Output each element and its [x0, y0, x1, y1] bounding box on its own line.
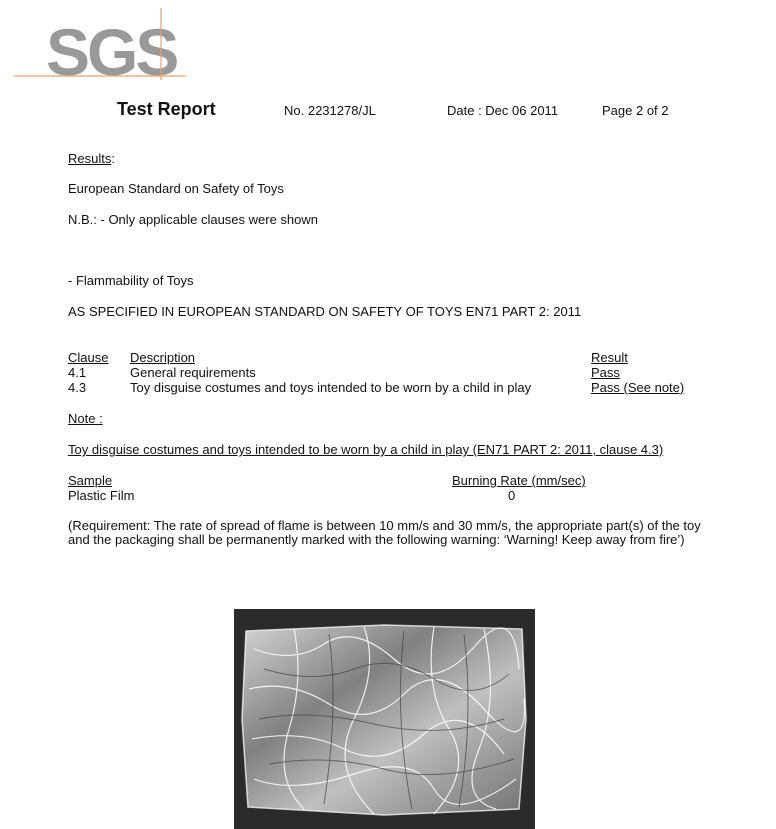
standard-name: European Standard on Safety of Toys: [68, 181, 284, 196]
result-4-3: Pass (See note): [591, 380, 685, 395]
result-4-1: Pass: [591, 365, 620, 380]
sample-header: Sample: [68, 473, 113, 488]
result-header: Result: [591, 350, 628, 365]
section-title: - Flammability of Toys: [68, 273, 194, 288]
plastic-film-photo: [234, 609, 535, 829]
report-date: Date : Dec 06 2011: [447, 103, 559, 118]
note-title: Toy disguise costumes and toys intended to be worn by a child in play (EN71 PART 2: 2011, clause 4.3): [68, 442, 664, 457]
nb-note: N.B.: - Only applicable clauses were shown: [68, 212, 319, 227]
clause-4-3: 4.3: [68, 380, 87, 395]
spec-line: AS SPECIFIED IN EUROPEAN STANDARD ON SAFETY OF TOYS EN71 PART 2: 2011: [68, 304, 582, 319]
burning-rate-header: Burning Rate (mm/sec): [452, 473, 586, 488]
plastic-film-photo-icon: [234, 609, 535, 829]
page-number: Page 2 of 2: [602, 103, 669, 118]
description-4-3: Toy disguise costumes and toys intended to be worn by a child in play: [130, 380, 532, 395]
sgs-logo-icon: [14, 8, 189, 80]
sgs-logo: [14, 8, 189, 80]
report-title: Test Report: [117, 99, 216, 119]
results-heading-label: Results: [68, 151, 112, 166]
note-label: Note :: [68, 411, 103, 426]
clause-header: Clause: [68, 350, 109, 365]
requirement-text: (Requirement: The rate of spread of flame is between 10 mm/s and 30 mm/s, the appropriate part(s) of the toy and the packaging shall be permanently marked with the following warning: ‘Warning! Keep away from fire’): [68, 518, 701, 547]
description-header: Description: [130, 350, 196, 365]
clause-4-1: 4.1: [68, 365, 87, 380]
burning-rate-value: 0: [508, 488, 516, 503]
results-heading-colon: :: [111, 151, 115, 166]
report-number: No. 2231278/JL: [284, 103, 376, 118]
description-4-1: General requirements: [130, 365, 256, 380]
results-heading: [68, 151, 115, 166]
sgs-logo-text: SGS: [46, 15, 177, 80]
sample-name: Plastic Film: [68, 488, 135, 503]
